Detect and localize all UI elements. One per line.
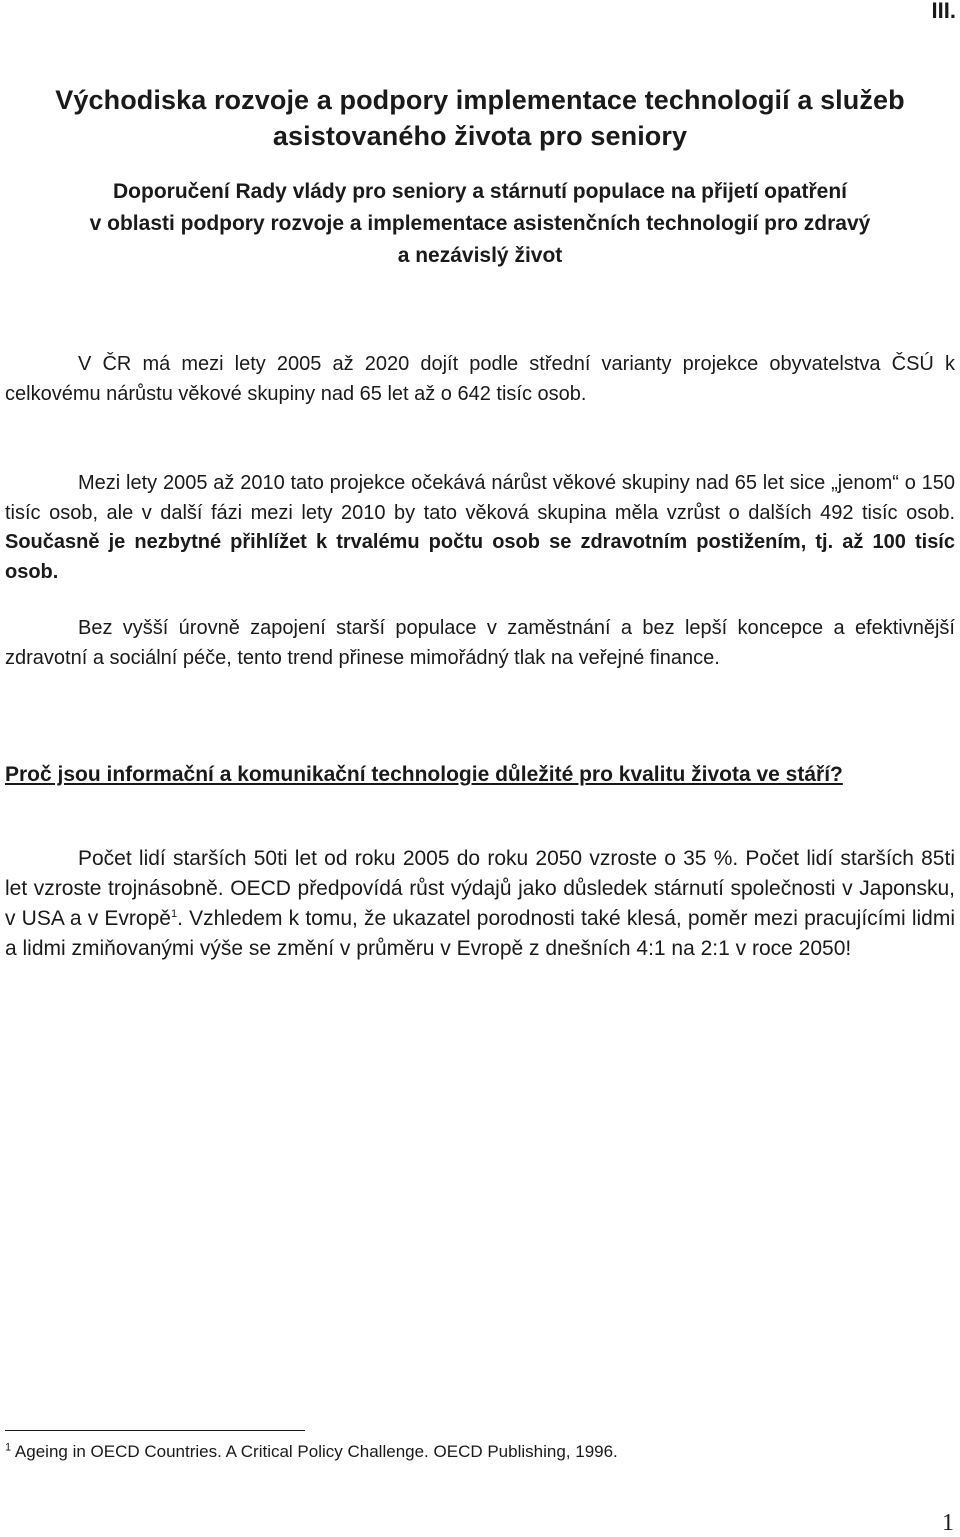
paragraph-2-text: Mezi lety 2005 až 2010 tato projekce očekává nárůst věkové skupiny nad 65 let sice „jenom“ o 150 tisíc osob, ale v další fázi mezi lety 2010 by tato věková skupina měla vzrůst o dalších 492 tisíc osob. <box>5 472 955 524</box>
footnote-number: 1 <box>5 1441 12 1454</box>
paragraph-finance-pressure <box>5 614 955 673</box>
document-subtitle <box>0 176 960 272</box>
page-number: 1 <box>942 1510 954 1536</box>
subtitle-line-2: v oblasti podpory rozvoje a implementace asistenčních technologií pro zdravý <box>89 212 871 235</box>
title-line-1: Východiska rozvoje a podpory implementace technologií a služeb <box>55 85 905 115</box>
paragraph-1-text: V ČR má mezi lety 2005 až 2020 dojít podle střední varianty projekce obyvatelstva ČSÚ k celkovému nárůstu věkové skupiny nad 65 let až o 642 tisíc osob. <box>5 353 955 405</box>
document-title <box>0 82 960 154</box>
footnote-text: Ageing in OECD Countries. A Critical Policy Challenge. OECD Publishing, 1996. <box>14 1442 618 1461</box>
footnote <box>5 1440 618 1464</box>
paragraph-4-text-b: . Vzhledem k tomu, že ukazatel porodnosti také klesá, poměr mezi pracujícími lidmi a lidmi zmiňovanými výše se změní v průměru v Evropě z dnešních 4:1 na 2:1 v roce 2050! <box>5 907 956 960</box>
section-heading: Proč jsou informační a komunikační technologie důležité pro kvalitu života ve stáří? <box>5 763 843 786</box>
paragraph-ict-importance <box>5 844 955 964</box>
footnote-separator <box>5 1430 305 1431</box>
paragraph-growth-detail <box>5 469 955 587</box>
paragraph-2-emphasis: Současně je nezbytné přihlížet k trvalému počtu osob se zdravotním postižením, tj. až 100 tisíc osob. <box>5 531 955 583</box>
footnote-reference[interactable]: 1 <box>170 908 178 920</box>
subtitle-line-3: a nezávislý život <box>397 244 563 267</box>
subtitle-line-1: Doporučení Rady vlády pro seniory a stárnutí populace na přijetí opatření <box>113 180 847 203</box>
annex-label: III. <box>931 0 956 23</box>
paragraph-population-projection <box>5 350 955 409</box>
paragraph-4-text-a: Počet lidí starších 50ti let od roku 2005 do roku 2050 vzroste o 35 %. Počet lidí starších 85ti let vzroste trojnásobně. OECD předpovídá růst výdajů jako důsledek stárnutí společnosti v Japonsku, v USA a v Evropě <box>5 847 955 930</box>
paragraph-3-text: Bez vyšší úrovně zapojení starší populace v zaměstnání a bez lepší koncepce a efektivnější zdravotní a sociální péče, tento trend přinese mimořádný tlak na veřejné finance. <box>5 617 955 669</box>
title-line-2: asistovaného života pro seniory <box>272 121 688 151</box>
